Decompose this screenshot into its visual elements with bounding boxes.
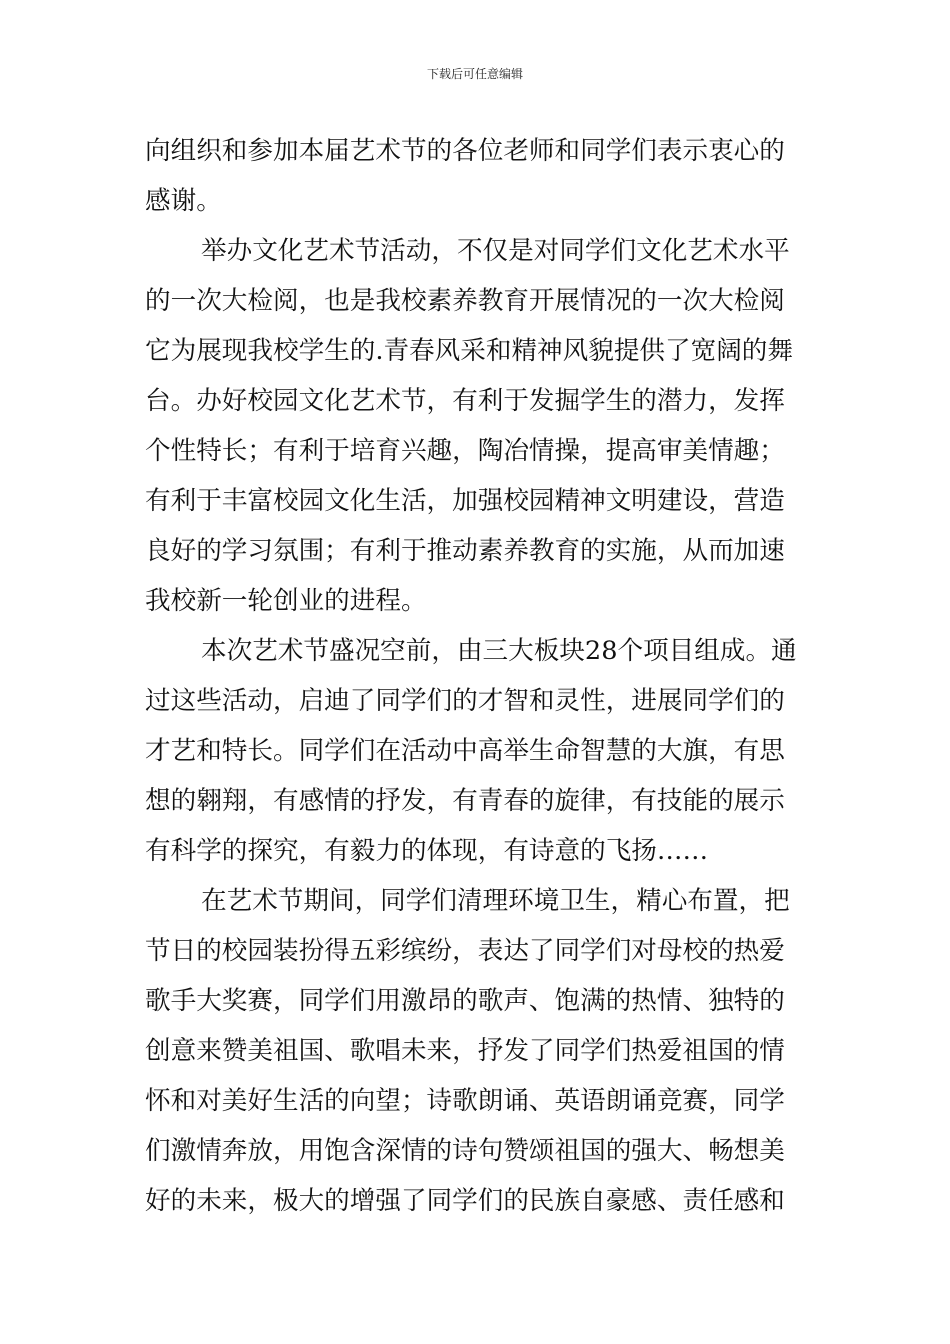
text-line: 节日的校园装扮得五彩缤纷，表达了同学们对母校的热爱	[145, 936, 785, 966]
text-line: 良好的学习氛围；有利于推动素养教育的实施，从而加速	[145, 536, 785, 566]
text-line: 歌手大奖赛，同学们用激昂的歌声、饱满的热情、独特的	[145, 986, 785, 1016]
page-header: 下载后可任意编辑	[426, 67, 523, 81]
text-line: 怀和对美好生活的向望；诗歌朗诵、英语朗诵竞赛，同学	[145, 1086, 785, 1116]
text-line: 向组织和参加本届艺术节的各位老师和同学们表示衷心的	[145, 136, 785, 166]
text-line: 我校新一轮创业的进程。	[145, 586, 427, 616]
text-line: 有利于丰富校园文化生活，加强校园精神文明建设，营造	[145, 486, 785, 516]
text-line: 它为展现我校学生的.青春风采和精神风貌提供了宽阔的舞	[145, 336, 793, 366]
paragraph-first-line: 举办文化艺术节活动，不仅是对同学们文化艺术水平	[201, 236, 790, 266]
text-line: 台。办好校园文化艺术节，有利于发掘学生的潜力，发挥	[145, 386, 785, 416]
document-body	[145, 126, 825, 1226]
text-line: 才艺和特长。同学们在活动中高举生命智慧的大旗，有思	[145, 736, 785, 766]
paragraph-first-line: 在艺术节期间，同学们清理环境卫生，精心布置，把	[201, 886, 790, 916]
text-line: 有科学的探究，有毅力的体现，有诗意的飞扬……	[145, 836, 709, 866]
text-line: 感谢。	[145, 186, 222, 216]
paragraph-first-line: 本次艺术节盛况空前，由三大板块28个项目组成。通	[201, 636, 797, 666]
text-line: 过这些活动，启迪了同学们的才智和灵性，进展同学们的	[145, 686, 785, 716]
text-line: 想的翱翔，有感情的抒发，有青春的旋律，有技能的展示	[145, 786, 785, 816]
text-line: 创意来赞美祖国、歌唱未来，抒发了同学们热爱祖国的情	[145, 1036, 785, 1066]
text-line: 个性特长；有利于培育兴趣，陶冶情操，提高审美情趣；	[145, 436, 785, 466]
text-line: 的一次大检阅，也是我校素养教育开展情况的一次大检阅	[145, 286, 785, 316]
text-line: 好的未来，极大的增强了同学们的民族自豪感、责任感和	[145, 1186, 785, 1216]
text-line: 们激情奔放，用饱含深情的诗句赞颂祖国的强大、畅想美	[145, 1136, 785, 1166]
